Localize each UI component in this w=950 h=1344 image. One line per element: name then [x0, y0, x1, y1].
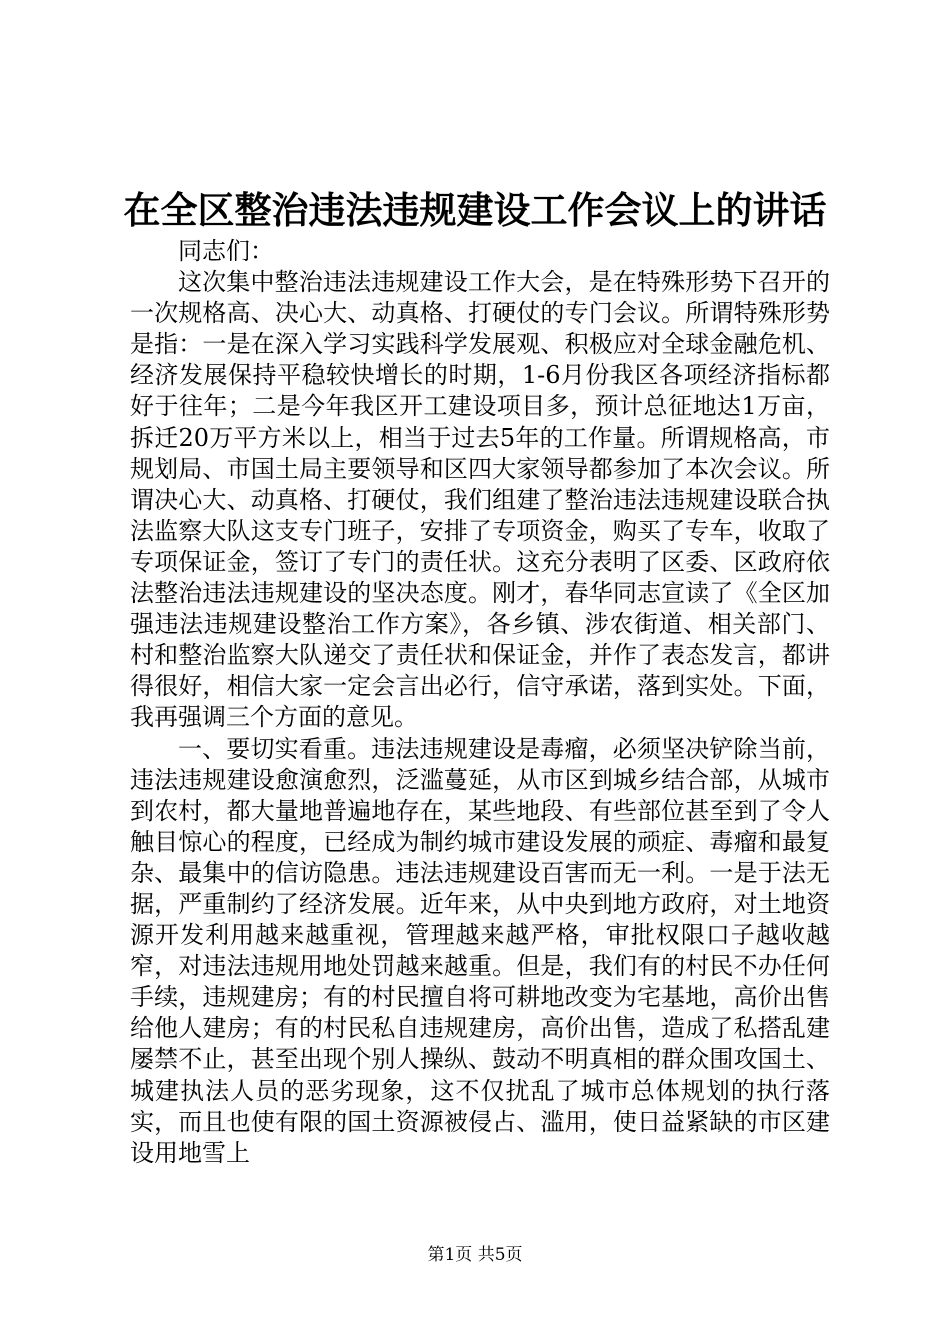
document-title: 在全区整治违法违规建设工作会议上的讲话: [123, 188, 827, 232]
paragraph: 一、要切实看重。违法违规建设是毒瘤，必须坚决铲除当前，违法违规建设愈演愈烈，泛滥蔓延，从市区到城乡结合部，从城市到农村，都大量地普遍地存在，某些地段、有些部位甚至到了令人触目惊心的程度，已经成为制约城市建设发展的顽症、毒瘤和最复杂、最集中的信访隐患。违法违规建设百害而无一利。一是于法无据，严重制约了经济发展。近年来，从中央到地方政府，对土地资源开发利用越来越重视，管理越来越严格，审批权限口子越收越窄，对违法违规用地处罚越来越重。但是，我们有的村民不办任何手续，违规建房；有的村民擅自将可耕地改变为宅基地，高价出售给他人建房；有的村民私自违规建房，高价出售，造成了私搭乱建屡禁不止，甚至出现个别人操纵、鼓动不明真相的群众围攻国土、城建执法人员的恶劣现象，这不仅扰乱了城市总体规划的执行落实，而且也使有限的国土资源被侵占、滥用，使日益紧缺的市区建设用地雪上: [130, 734, 830, 1167]
page-number-footer: 第1页 共5页: [427, 1245, 523, 1265]
document-body: [130, 236, 830, 1169]
salutation: 同志们：: [178, 237, 274, 265]
paragraph: 这次集中整治违法违规建设工作大会，是在特殊形势下召开的一次规格高、决心大、动真格、打硬仗的专门会议。所谓特殊形势是指：一是在深入学习实践科学发展观、积极应对全球金融危机、经济发展保持平稳较快增长的时期，1-6月份我区各项经济指标都好于往年；二是今年我区开工建设项目多，预计总征地达1万亩，拆迁20万平方米以上，相当于过去5年的工作量。所谓规格高，市规划局、市国土局主要领导和区四大家领导都参加了本次会议。所谓决心大、动真格、打硬仗，我们组建了整治违法违规建设联合执法监察大队这支专门班子，安排了专项资金，购买了专车，收取了专项保证金，签订了专门的责任状。这充分表明了区委、区政府依法整治违法违规建设的坚决态度。刚才，春华同志宣读了《全区加强违法违规建设整治工作方案》，各乡镇、涉农街道、相关部门、村和整治监察大队递交了责任状和保证金，并作了表态发言，都讲得很好，相信大家一定会言出必行，信守承诺，落到实处。下面，我再强调三个方面的意见。: [130, 268, 830, 732]
